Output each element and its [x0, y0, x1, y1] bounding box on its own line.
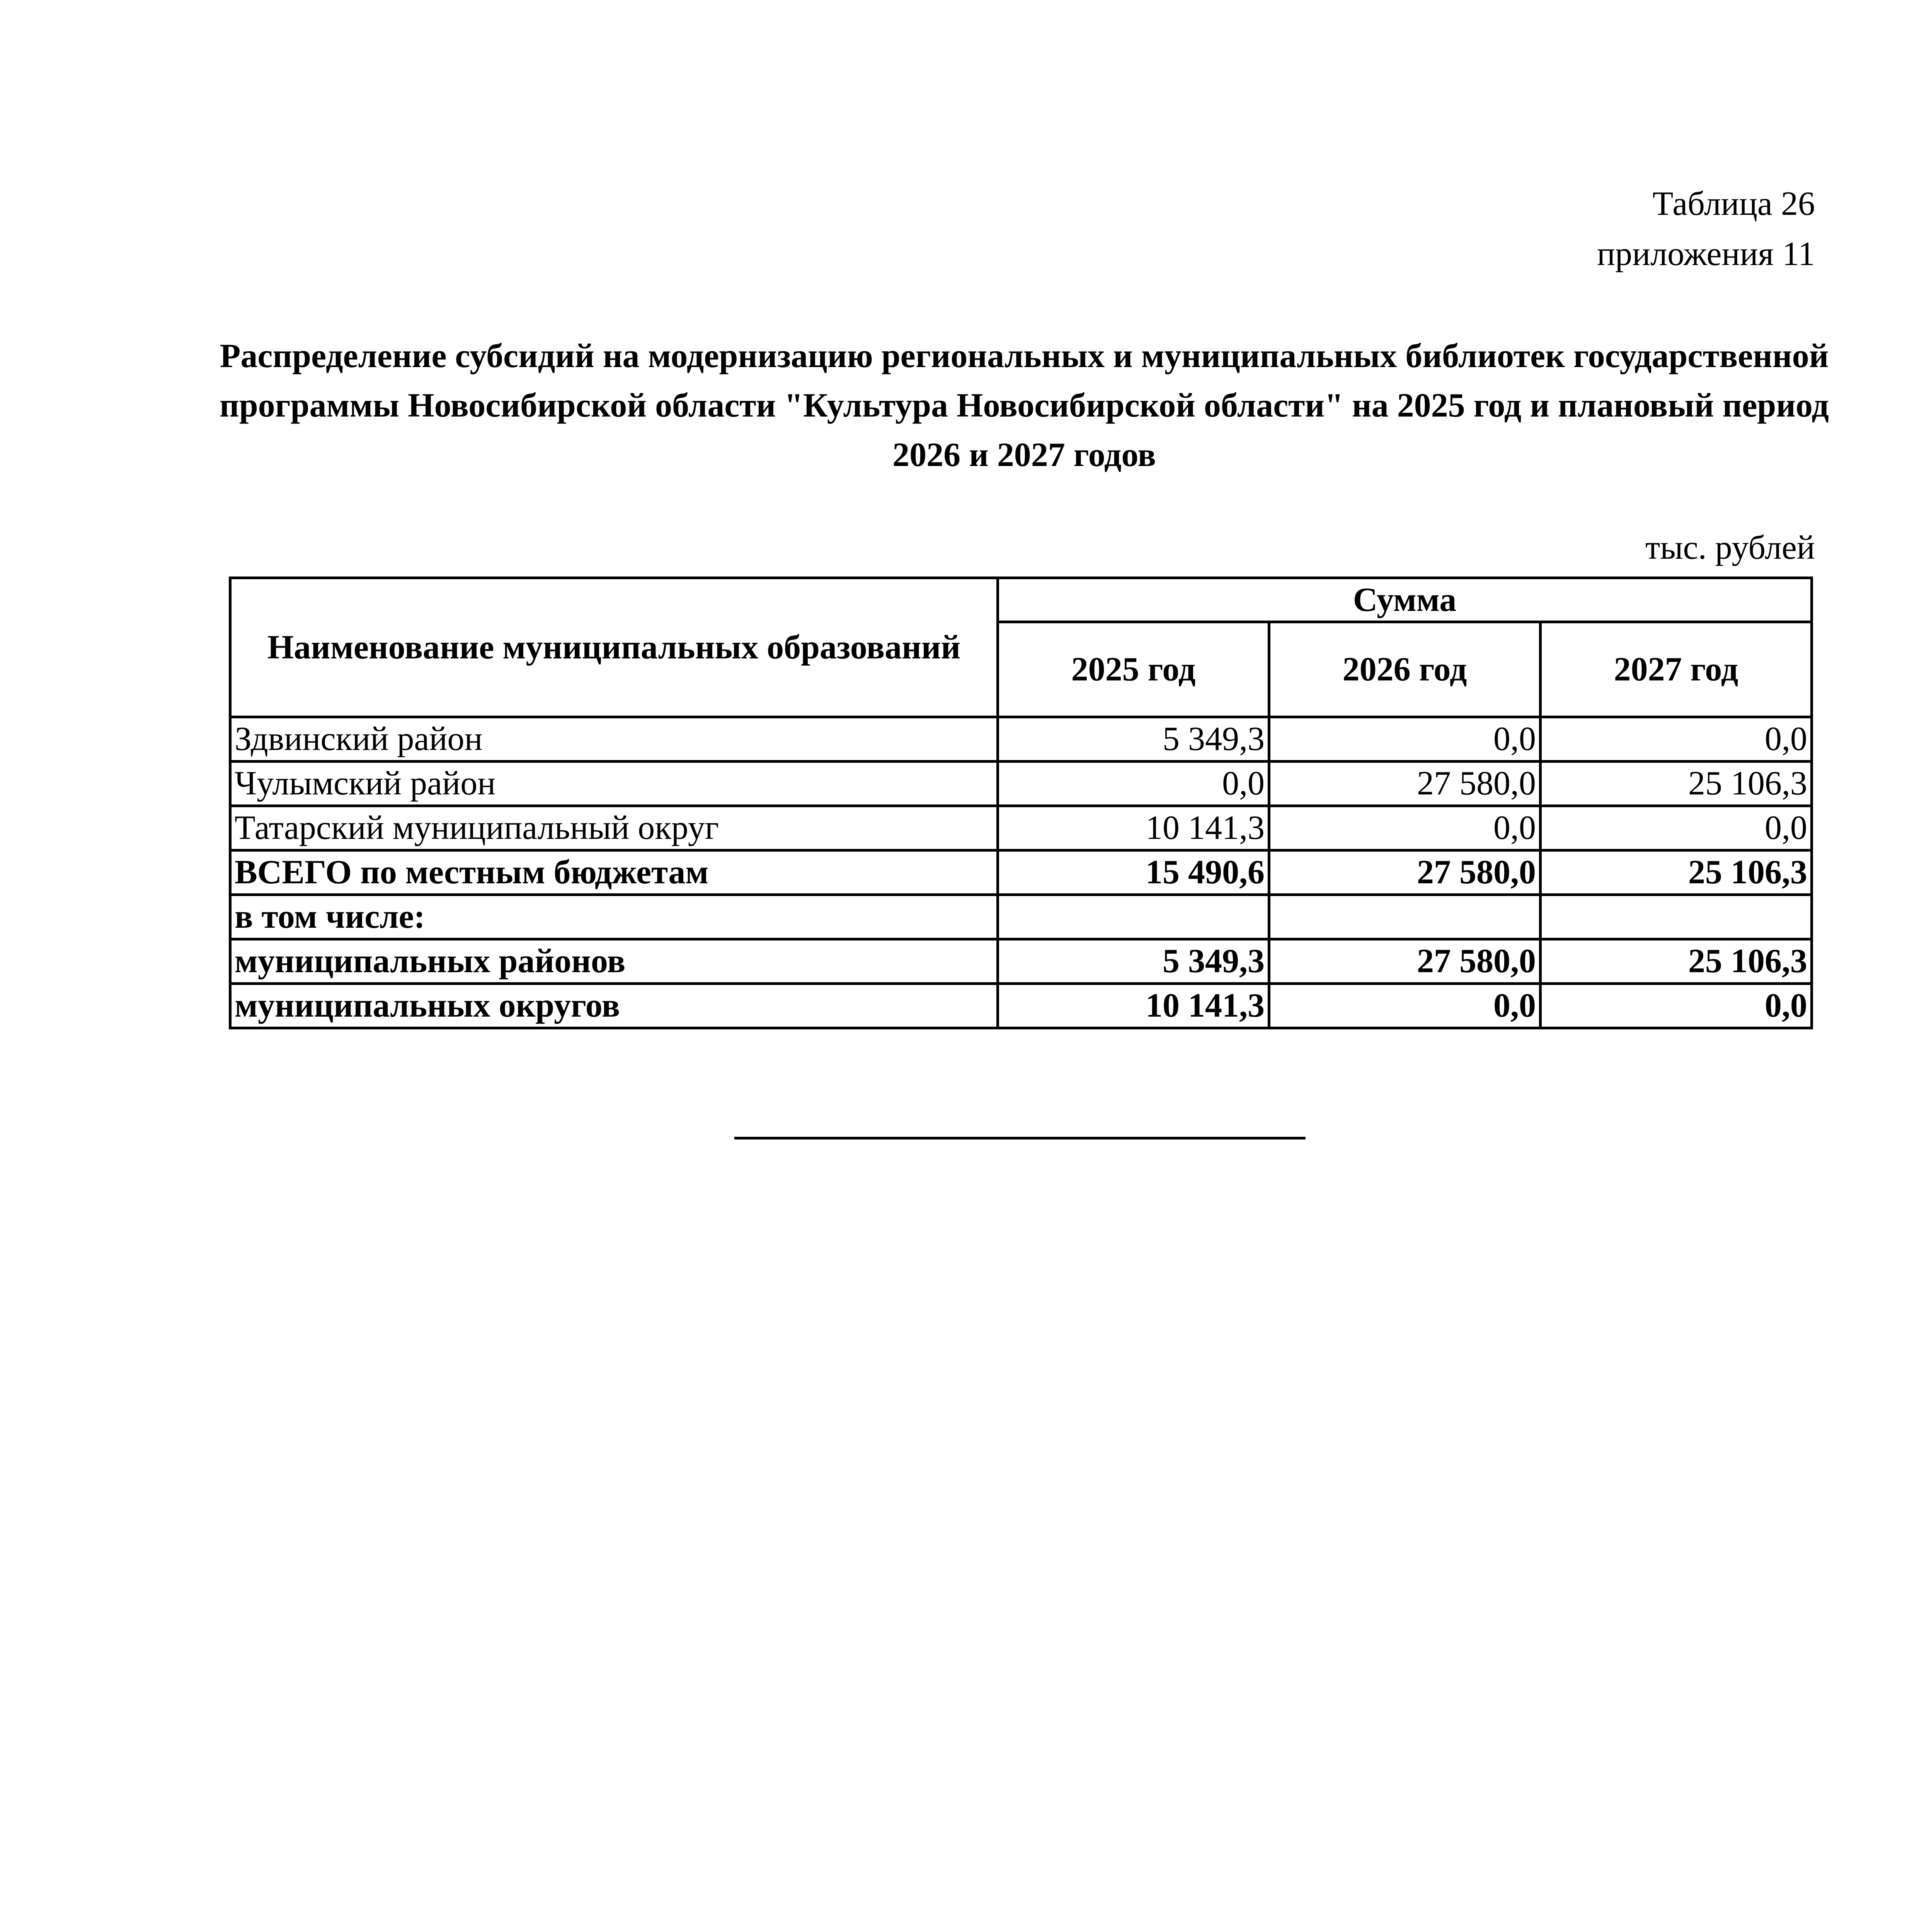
value-cell-2025: 10 141,3: [998, 984, 1269, 1028]
value-cell-2026: 0,0: [1269, 806, 1541, 850]
row-name-cell: Чулымский район: [230, 762, 998, 806]
value-cell-2027: 25 106,3: [1541, 939, 1812, 984]
value-cell-2027: 0,0: [1541, 717, 1812, 762]
subtotal-row: [230, 939, 1812, 984]
column-header-year-2025: 2025 год: [998, 622, 1269, 717]
value-cell-2027: 25 106,3: [1541, 762, 1812, 806]
table-number-label: Таблица 26: [1652, 185, 1815, 223]
value-cell-2026: 0,0: [1269, 717, 1541, 762]
value-cell-2026: 27 580,0: [1269, 939, 1541, 984]
value-cell-2027: [1541, 895, 1812, 939]
value-cell-2026: [1269, 895, 1541, 939]
table-row: [230, 806, 1812, 850]
column-header-sum: Сумма: [998, 578, 1812, 622]
value-cell-2025: 10 141,3: [998, 806, 1269, 850]
row-name-cell: Татарский муниципальный округ: [230, 806, 998, 850]
value-cell-2027: 0,0: [1541, 806, 1812, 850]
row-name-cell: муниципальных районов: [230, 939, 998, 984]
row-name-cell: ВСЕГО по местным бюджетам: [230, 850, 998, 895]
document-title: Распределение субсидий на модернизацию региональных и муниципальных библиотек государственной программы Новосибирской области "Культура Новосибирской области" на 2025 год и плановый период 2026 и 2027 годов: [219, 337, 1829, 474]
unit-label: тыс. рублей: [1645, 529, 1815, 566]
value-cell-2026: 27 580,0: [1269, 762, 1541, 806]
table-row: [230, 762, 1812, 806]
value-cell-2025: 0,0: [998, 762, 1269, 806]
column-header-year-2026: 2026 год: [1269, 622, 1541, 717]
appendix-number-label: приложения 11: [1597, 235, 1815, 273]
row-name-cell: Здвинский район: [230, 717, 998, 762]
table-row: [230, 717, 1812, 762]
column-header-name: Наименование муниципальных образований: [230, 578, 998, 717]
value-cell-2025: [998, 895, 1269, 939]
closing-divider: [734, 1137, 1306, 1139]
subheading-row: [230, 895, 1812, 939]
row-name-cell: муниципальных округов: [230, 984, 998, 1028]
subsidy-table: [229, 577, 1813, 1029]
column-header-year-2027: 2027 год: [1541, 622, 1812, 717]
value-cell-2027: 25 106,3: [1541, 850, 1812, 895]
total-row: [230, 850, 1812, 895]
value-cell-2026: 27 580,0: [1269, 850, 1541, 895]
subtotal-row: [230, 984, 1812, 1028]
value-cell-2025: 15 490,6: [998, 850, 1269, 895]
value-cell-2026: 0,0: [1269, 984, 1541, 1028]
row-name-cell: в том числе:: [230, 895, 998, 939]
value-cell-2025: 5 349,3: [998, 939, 1269, 984]
value-cell-2027: 0,0: [1541, 984, 1812, 1028]
value-cell-2025: 5 349,3: [998, 717, 1269, 762]
